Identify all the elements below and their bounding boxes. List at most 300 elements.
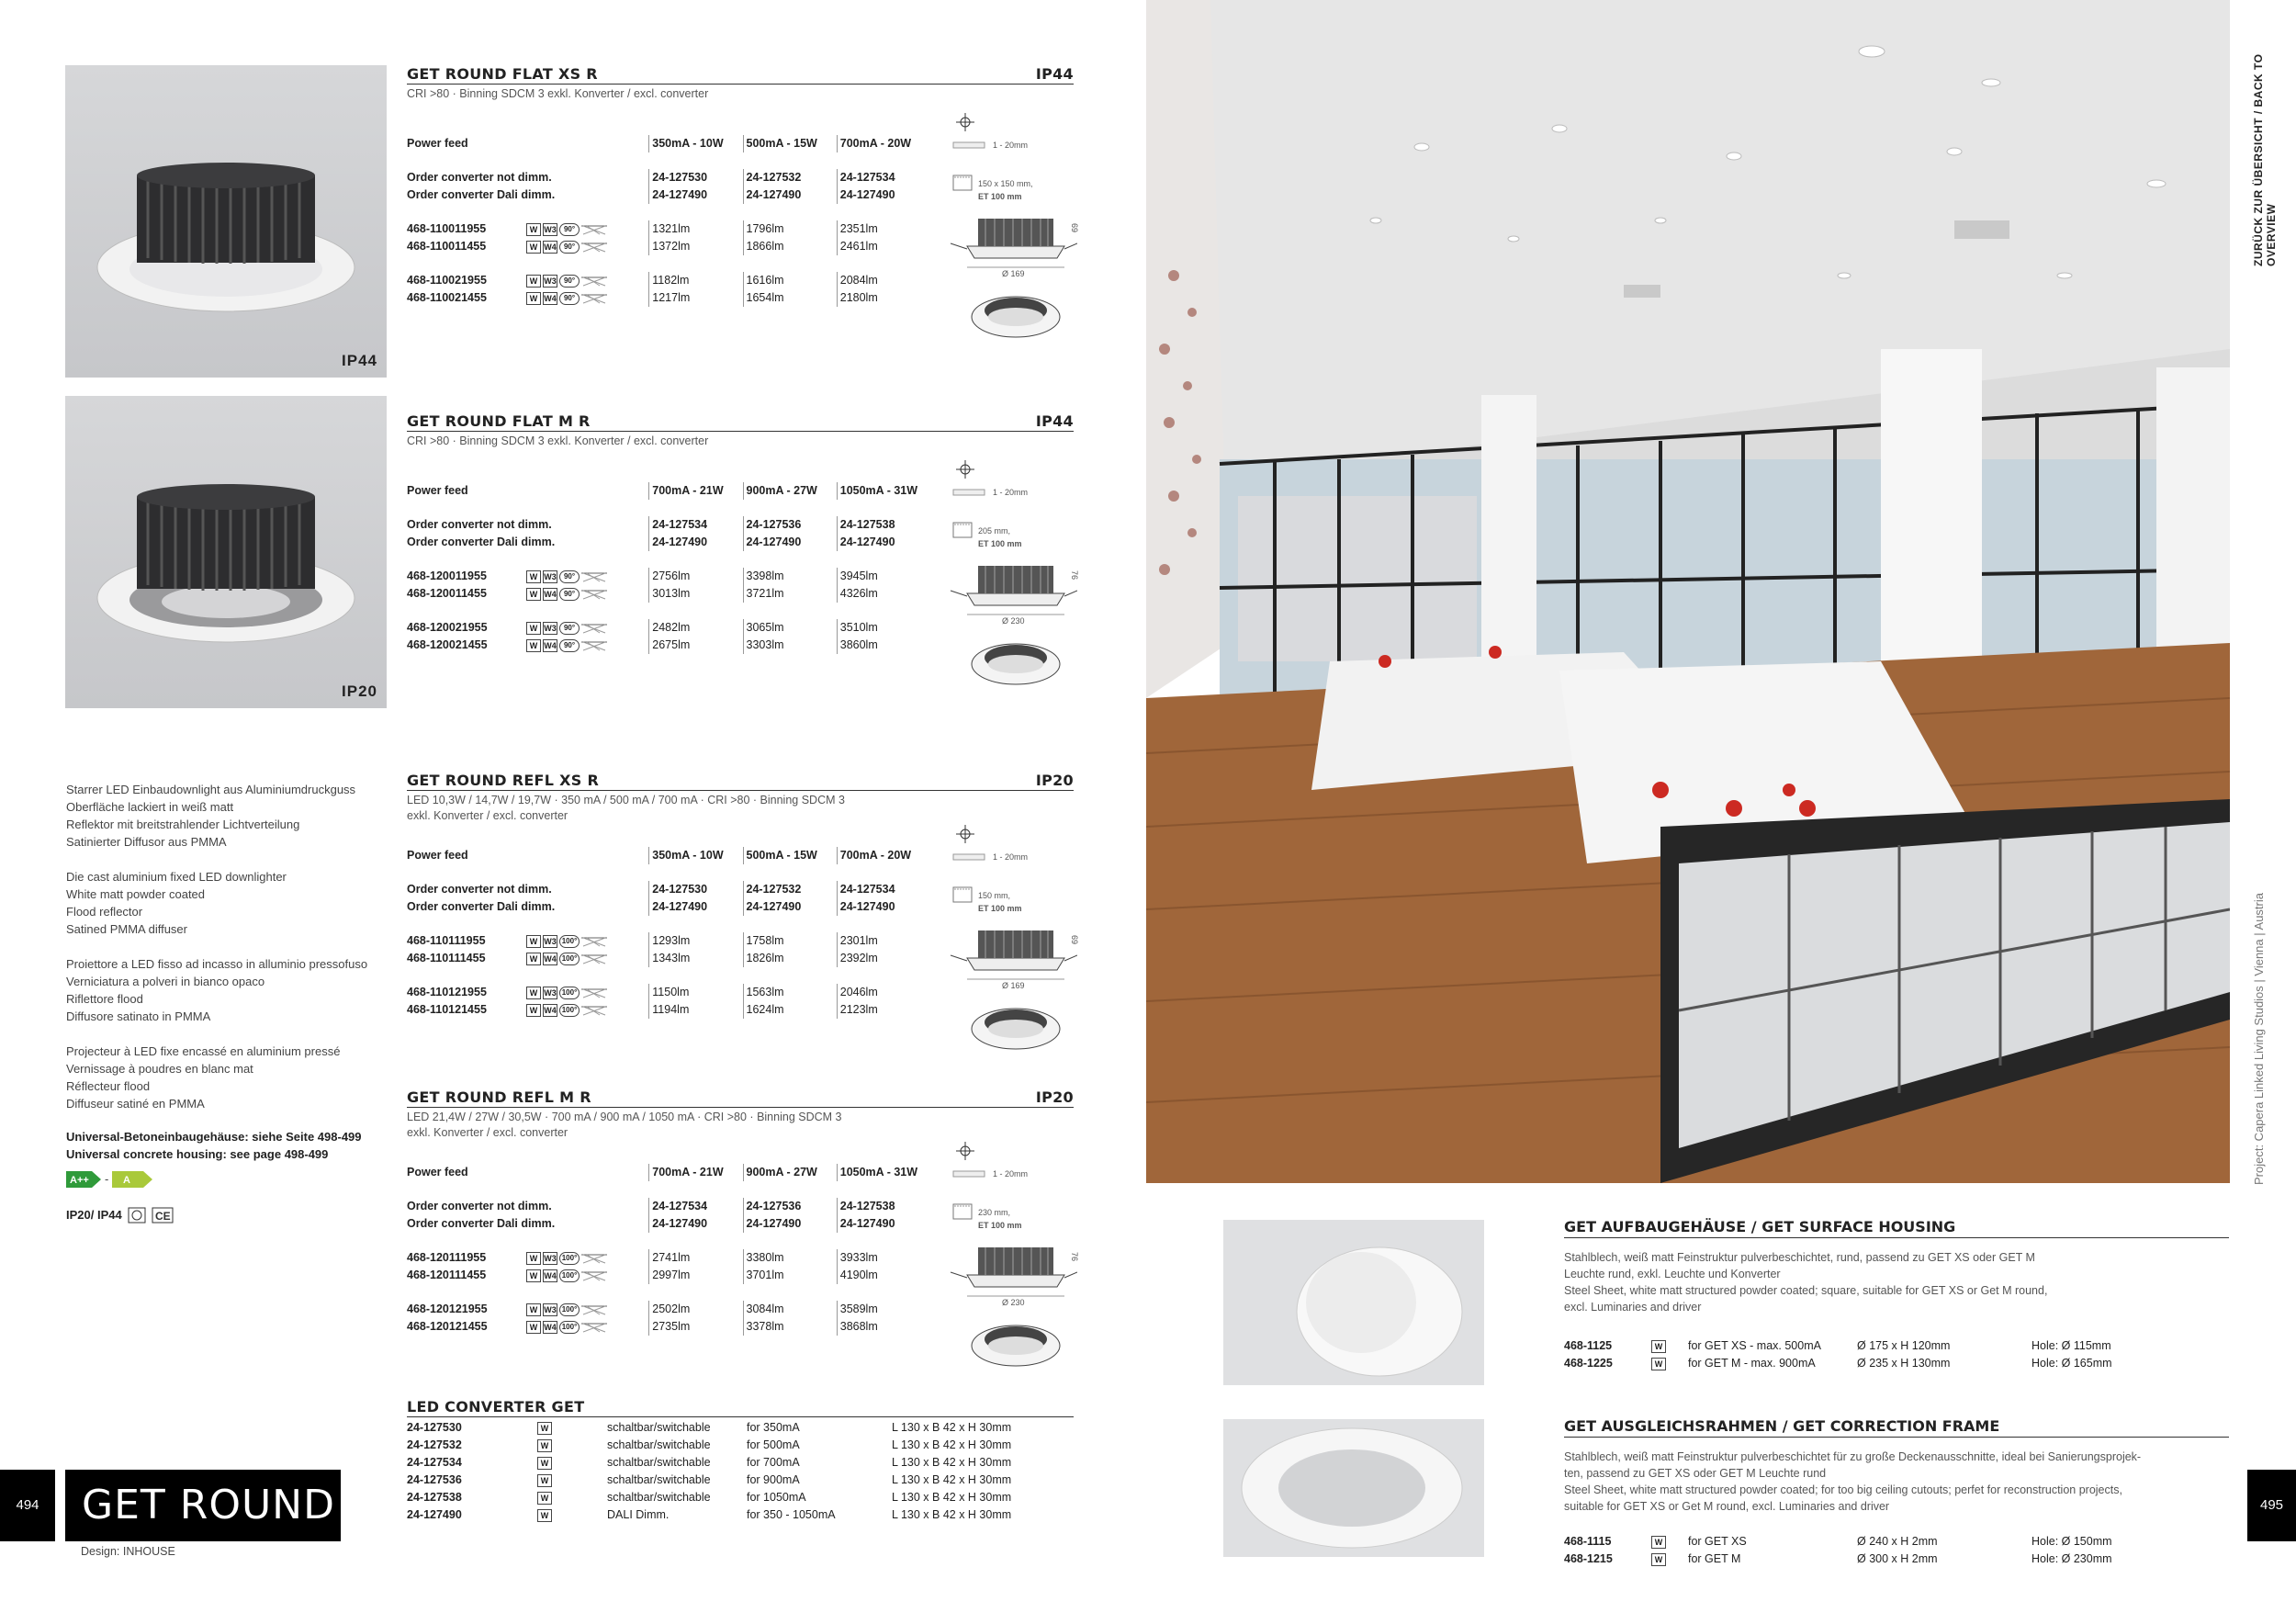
- luminaire-side-view: [951, 566, 1080, 605]
- white-finish-icon: W: [537, 1439, 552, 1452]
- energy-dash: -: [105, 1172, 109, 1186]
- white-finish-icon: W: [537, 1509, 552, 1522]
- article-cell: [407, 1267, 648, 1284]
- converter-row: [407, 1437, 1074, 1454]
- white-finish-icon: W: [526, 570, 541, 583]
- accessory-photo-surface-housing: [1223, 1220, 1484, 1385]
- article-row: [407, 637, 930, 654]
- lumen-value: 2997lm: [648, 1267, 742, 1284]
- beam-distribution-icon: [581, 1252, 607, 1265]
- white-finish-icon: W: [1651, 1553, 1666, 1566]
- converter-code[interactable]: 24-127534: [648, 516, 742, 534]
- article-symbols: [526, 639, 607, 652]
- lumen-value: 3013lm: [648, 585, 742, 603]
- beam-angle-badge: 100°: [559, 987, 580, 999]
- beam-angle-badge: 100°: [559, 953, 580, 965]
- accessory-description: [1564, 1449, 2229, 1515]
- article-row: [407, 289, 930, 307]
- white-finish-icon: W: [526, 1252, 541, 1265]
- spacer: [407, 1181, 930, 1198]
- lumen-value: 3933lm: [837, 1249, 930, 1267]
- dimension-drawing: [949, 113, 1080, 344]
- converter-code[interactable]: 24-127536: [407, 1473, 462, 1486]
- white-finish-icon: W: [526, 292, 541, 305]
- luminaire-bottom-view: [972, 297, 1060, 337]
- converter-code[interactable]: 24-127532: [743, 881, 837, 898]
- product-name: GET ROUND REFL M R: [407, 1088, 591, 1106]
- cutout-size: 150 mm,: [978, 891, 1011, 900]
- order-label: Order converter not dimm.: [407, 171, 552, 184]
- color-temp-badge: W3: [544, 987, 557, 998]
- accessory-dimensions: Ø 300 x H 2mm: [1857, 1552, 1938, 1565]
- beam-angle-badge: 100°: [559, 1321, 580, 1334]
- converter-code[interactable]: 24-127530: [648, 881, 742, 898]
- power-feed-label: Power feed: [407, 137, 468, 150]
- accessory-hole: Hole: Ø 115mm: [2032, 1339, 2111, 1352]
- white-finish-icon: W: [526, 275, 541, 288]
- product-ip: IP44: [1035, 412, 1074, 430]
- lumen-value: 1293lm: [648, 932, 742, 950]
- article-row: [407, 1318, 930, 1336]
- cutout-size: 205 mm,: [978, 526, 1011, 536]
- article-code[interactable]: 468-120011455: [407, 587, 487, 600]
- lumen-value: 1217lm: [648, 289, 742, 307]
- lumen-value: 3398lm: [743, 568, 837, 585]
- article-code[interactable]: 468-120111455: [407, 1269, 487, 1281]
- beam-distribution-icon: [581, 241, 607, 254]
- product-block-flat-xs: [407, 65, 1080, 304]
- article-symbols: [526, 241, 607, 254]
- accessory-code[interactable]: 468-1115: [1564, 1535, 1612, 1548]
- order-dali-row: [407, 898, 930, 916]
- lumen-value: 1826lm: [743, 950, 837, 967]
- converter-dimensions: L 130 x B 42 x H 30mm: [892, 1473, 1012, 1486]
- accessory-description: [1564, 1249, 2229, 1315]
- luminaire-bottom-view: [972, 1009, 1060, 1049]
- article-code[interactable]: 468-110011955: [407, 222, 487, 235]
- article-symbols: [526, 622, 607, 635]
- spacer: [407, 500, 930, 516]
- spacer: [407, 967, 930, 984]
- accessory-row: [1564, 1551, 2229, 1568]
- lumen-value: 2392lm: [837, 950, 930, 967]
- converter-code[interactable]: 24-127490: [648, 898, 742, 916]
- power-value: 350mA - 10W: [648, 135, 742, 152]
- lumen-value: 3701lm: [743, 1267, 837, 1284]
- beam-distribution-icon: [581, 223, 607, 236]
- article-code[interactable]: 468-110021455: [407, 291, 487, 304]
- lumen-value: 2482lm: [648, 619, 742, 637]
- converter-type: schaltbar/switchable: [607, 1473, 711, 1486]
- diameter: Ø 230: [1002, 616, 1025, 626]
- finish-cell: [535, 1419, 581, 1437]
- converter-dimensions: L 130 x B 42 x H 30mm: [892, 1421, 1012, 1434]
- converter-code[interactable]: 24-127490: [743, 1215, 837, 1233]
- product-subtitle: LED 10,3W / 14,7W / 19,7W · 350 mA / 500 mA / 700 mA · CRI >80 · Binning SDCM 3: [407, 794, 845, 806]
- order-dali-row: [407, 186, 930, 204]
- article-cell: [407, 1001, 648, 1019]
- ce-mark-icon: [152, 1207, 174, 1224]
- article-code[interactable]: 468-120121455: [407, 1320, 488, 1333]
- beam-distribution-icon: [581, 639, 607, 652]
- converter-type: schaltbar/switchable: [607, 1491, 711, 1504]
- product-subtitle: CRI >80 · Binning SDCM 3 exkl. Konverter / excl. converter: [407, 434, 709, 447]
- converter-code[interactable]: 24-127490: [743, 186, 837, 204]
- project-caption: Project: Capera Linked Living Studios | Vienna | Austria: [2252, 893, 2266, 1185]
- lumen-value: 1654lm: [743, 289, 837, 307]
- converter-current: for 700mA: [747, 1456, 800, 1469]
- article-symbols: [526, 275, 607, 288]
- desc-fr: Projecteur à LED fixe encassé en aluminium pressé Vernissage à poudres en blanc mat Réflecteur flood Diffuseur satiné en PMMA: [66, 1044, 341, 1111]
- accessory-code[interactable]: 468-1225: [1564, 1357, 1613, 1370]
- article-row: [407, 932, 930, 950]
- converter-code[interactable]: 24-127536: [743, 516, 837, 534]
- diameter: Ø 169: [1002, 981, 1025, 990]
- lumen-value: 2351lm: [837, 220, 930, 238]
- order-label: Order converter Dali dimm.: [407, 536, 556, 548]
- spec-table: [407, 482, 930, 654]
- white-finish-icon: W: [526, 1269, 541, 1282]
- diameter: Ø 169: [1002, 269, 1025, 278]
- color-temp-badge: W4: [544, 1322, 557, 1332]
- converter-row: [407, 1419, 1074, 1437]
- lumen-value: 1796lm: [743, 220, 837, 238]
- ip-tag: IP44: [342, 352, 377, 369]
- order-dali-row: [407, 1215, 930, 1233]
- lumen-value: 3868lm: [837, 1318, 930, 1336]
- beam-distribution-icon: [581, 622, 607, 635]
- article-symbols: [526, 292, 607, 305]
- spacer: [407, 152, 930, 169]
- ambient-temp-icon: [956, 1142, 974, 1160]
- product-title: [407, 772, 1074, 791]
- power-feed-label: Power feed: [407, 484, 468, 497]
- converter-current: for 1050mA: [747, 1491, 806, 1504]
- beam-distribution-icon: [581, 1004, 607, 1017]
- white-finish-icon: W: [537, 1492, 552, 1505]
- finish-cell: [535, 1454, 581, 1472]
- accessory-hole: Hole: Ø 230mm: [2032, 1552, 2112, 1565]
- article-cell: [407, 619, 648, 637]
- beam-angle-badge: 90°: [559, 570, 580, 583]
- gap-range: 1 - 20mm: [993, 852, 1029, 862]
- white-finish-icon: W: [1651, 1340, 1666, 1353]
- white-finish-icon: W: [537, 1457, 552, 1470]
- article-symbols: [526, 1004, 607, 1017]
- article-code[interactable]: 468-120021955: [407, 621, 488, 634]
- product-block-refl-xs: [407, 772, 1080, 1016]
- beam-distribution-icon: [581, 1321, 607, 1334]
- power-feed-label: Power feed: [407, 849, 468, 862]
- lumen-value: 1343lm: [648, 950, 742, 967]
- white-finish-icon: W: [1651, 1358, 1666, 1370]
- luminaire-bottom-view: [972, 1325, 1060, 1366]
- color-temp-badge: W3: [544, 936, 557, 946]
- product-ip: IP20: [1035, 1088, 1074, 1106]
- lumen-value: 1150lm: [648, 984, 742, 1001]
- converter-current: for 500mA: [747, 1438, 800, 1451]
- white-finish-icon: W: [1651, 1536, 1666, 1549]
- converter-code[interactable]: 24-127490: [648, 186, 742, 204]
- order-not-dimm-row: [407, 1198, 930, 1215]
- product-subtitle-2: exkl. Konverter / excl. converter: [407, 809, 568, 822]
- beam-angle-badge: 100°: [559, 1252, 580, 1265]
- product-photo-flat-xs: [65, 65, 387, 378]
- article-row: [407, 1267, 930, 1284]
- product-title: [407, 412, 1074, 432]
- article-code[interactable]: 468-120011955: [407, 570, 487, 582]
- article-cell: [407, 272, 648, 289]
- converter-type: schaltbar/switchable: [607, 1421, 711, 1434]
- concrete-housing-note[interactable]: Universal-Betoneinbaugehäuse: siehe Seite 498-499 Universal concrete housing: see page 498-499: [66, 1130, 362, 1161]
- spacer: [407, 603, 930, 619]
- lumen-value: 2084lm: [837, 272, 930, 289]
- beam-angle-badge: 100°: [559, 1303, 580, 1316]
- converter-code[interactable]: 24-127490: [837, 534, 930, 551]
- white-finish-icon: W: [526, 639, 541, 652]
- article-code[interactable]: 468-110121455: [407, 1003, 487, 1016]
- dimension-drawing: [949, 825, 1080, 1056]
- converter-current: for 350mA: [747, 1421, 800, 1434]
- energy-to: A: [123, 1174, 131, 1186]
- article-row: [407, 1301, 930, 1318]
- article-cell: [407, 585, 648, 603]
- article-cell: [407, 950, 648, 967]
- article-row: [407, 1001, 930, 1019]
- svg-text:CE: CE: [154, 1209, 171, 1223]
- article-code[interactable]: 468-110011455: [407, 240, 487, 253]
- article-code[interactable]: 468-120021455: [407, 638, 488, 651]
- accessory-fit: for GET M: [1688, 1552, 1741, 1565]
- article-code[interactable]: 468-110021955: [407, 274, 487, 287]
- product-subtitle: CRI >80 · Binning SDCM 3 exkl. Konverter / excl. converter: [407, 87, 709, 100]
- power-feed-row: [407, 1164, 930, 1181]
- luminaire-bottom-view: [972, 644, 1060, 684]
- downlight-illustration: [65, 396, 387, 708]
- back-to-overview-link[interactable]: ZURÜCK ZUR ÜBERSICHT / BACK TO OVERVIEW: [2252, 53, 2278, 266]
- finish-cell: [1651, 1533, 1688, 1551]
- page-number-right: 495: [2247, 1470, 2296, 1541]
- spacer: [407, 916, 930, 932]
- product-block-flat-m: [407, 412, 1080, 651]
- lumen-value: 2046lm: [837, 984, 930, 1001]
- color-temp-badge: W4: [544, 1270, 557, 1280]
- converter-code[interactable]: 24-127490: [837, 898, 930, 916]
- lumen-value: 1182lm: [648, 272, 742, 289]
- beam-angle-badge: 90°: [559, 292, 580, 305]
- accessory-code[interactable]: 468-1125: [1564, 1339, 1613, 1352]
- product-subtitle: LED 21,4W / 27W / 30,5W · 700 mA / 900 mA / 1050 mA · CRI >80 · Binning SDCM 3: [407, 1111, 842, 1123]
- product-name: GET ROUND REFL XS R: [407, 772, 600, 789]
- white-finish-icon: W: [537, 1474, 552, 1487]
- accessory-code[interactable]: 468-1215: [1564, 1552, 1613, 1565]
- product-title: [407, 65, 1074, 85]
- height: 76: [1070, 1251, 1080, 1262]
- converter-code[interactable]: 24-127538: [407, 1491, 462, 1504]
- color-temp-badge: W3: [544, 276, 557, 286]
- article-cell: [407, 984, 648, 1001]
- beam-distribution-icon: [581, 570, 607, 583]
- product-block-refl-m: [407, 1088, 1080, 1333]
- article-symbols: [526, 570, 607, 583]
- product-photo-flat-m: [65, 396, 387, 708]
- converter-code[interactable]: 24-127536: [743, 1198, 837, 1215]
- beam-distribution-icon: [581, 953, 607, 965]
- spacer: [407, 204, 930, 220]
- article-cell: [407, 1318, 648, 1336]
- product-subtitle-2: exkl. Konverter / excl. converter: [407, 1126, 568, 1139]
- converter-code[interactable]: 24-127532: [407, 1438, 462, 1451]
- lumen-value: 2756lm: [648, 568, 742, 585]
- article-row: [407, 585, 930, 603]
- power-value: 1050mA - 31W: [837, 482, 930, 500]
- converter-code[interactable]: 24-127534: [837, 881, 930, 898]
- converter-code[interactable]: 24-127490: [407, 1508, 462, 1521]
- energy-from: A++: [70, 1174, 89, 1186]
- luminaire-side-view: [951, 1247, 1080, 1287]
- converter-type: schaltbar/switchable: [607, 1438, 711, 1451]
- white-finish-icon: W: [526, 953, 541, 965]
- finish-cell: [1651, 1551, 1688, 1568]
- gap-range: 1 - 20mm: [993, 1169, 1029, 1179]
- led-converter-table: [407, 1398, 1074, 1524]
- page-number-left: 494: [0, 1470, 55, 1541]
- finish-cell: [1651, 1337, 1688, 1355]
- lumen-value: 1616lm: [743, 272, 837, 289]
- converter-code[interactable]: 24-127490: [648, 1215, 742, 1233]
- converter-code[interactable]: 24-127490: [837, 1215, 930, 1233]
- accessory-correction-frame: [1564, 1417, 2229, 1568]
- lumen-value: 3860lm: [837, 637, 930, 654]
- article-code[interactable]: 468-110121955: [407, 986, 487, 998]
- lumen-value: 3303lm: [743, 637, 837, 654]
- lumen-value: 3589lm: [837, 1301, 930, 1318]
- beam-angle-badge: 90°: [559, 223, 580, 236]
- finish-cell: [535, 1472, 581, 1489]
- gap-range: 1 - 20mm: [993, 141, 1029, 150]
- order-label: Order converter not dimm.: [407, 1200, 552, 1212]
- converter-code[interactable]: 24-127532: [743, 169, 837, 186]
- color-temp-badge: W3: [544, 224, 557, 234]
- beam-angle-badge: 100°: [559, 1269, 580, 1282]
- lumen-value: 2675lm: [648, 637, 742, 654]
- article-row: [407, 984, 930, 1001]
- order-not-dimm-row: [407, 516, 930, 534]
- converter-row: [407, 1472, 1074, 1489]
- converter-code[interactable]: 24-127490: [743, 534, 837, 551]
- finish-cell: [1651, 1355, 1688, 1372]
- article-code[interactable]: 468-110111955: [407, 934, 486, 947]
- color-temp-badge: W3: [544, 1304, 557, 1314]
- lumen-value: 2180lm: [837, 289, 930, 307]
- converter-code[interactable]: 24-127534: [648, 1198, 742, 1215]
- white-finish-icon: W: [526, 1303, 541, 1316]
- color-temp-badge: W4: [544, 242, 557, 252]
- converter-code[interactable]: 24-127530: [648, 169, 742, 186]
- color-temp-badge: W4: [544, 1005, 557, 1015]
- converter-code[interactable]: 24-127534: [407, 1456, 462, 1469]
- lumen-value: 3510lm: [837, 619, 930, 637]
- finish-cell: [535, 1506, 581, 1524]
- desc-de: Starrer LED Einbaudownlight aus Aluminiumdruckguss Oberfläche lackiert in weiß matt Reflektor mit breitstrahlender Lichtverteilung Satinierter Diffusor aus PMMA: [66, 783, 356, 849]
- article-cell: [407, 932, 648, 950]
- luminaire-side-view: [951, 219, 1080, 258]
- beam-angle-badge: 90°: [559, 588, 580, 601]
- converter-code[interactable]: 24-127490: [648, 534, 742, 551]
- product-name: GET ROUND FLAT M R: [407, 412, 591, 430]
- white-finish-icon: W: [526, 622, 541, 635]
- article-code[interactable]: 468-110111455: [407, 952, 486, 964]
- luminaire-side-view: [951, 930, 1080, 970]
- order-label: Order converter not dimm.: [407, 518, 552, 531]
- accessory-dimensions: Ø 240 x H 2mm: [1857, 1535, 1938, 1548]
- article-code[interactable]: 468-120121955: [407, 1303, 488, 1315]
- lumen-value: 3378lm: [743, 1318, 837, 1336]
- diameter: Ø 230: [1002, 1298, 1025, 1307]
- article-symbols: [526, 935, 607, 948]
- color-temp-badge: W4: [544, 953, 557, 964]
- converter-code[interactable]: 24-127534: [837, 169, 930, 186]
- height: 69: [1070, 222, 1080, 233]
- article-cell: [407, 220, 648, 238]
- article-row: [407, 1249, 930, 1267]
- white-finish-icon: W: [537, 1422, 552, 1435]
- spec-table: [407, 847, 930, 1019]
- beam-angle-badge: 90°: [559, 275, 580, 288]
- converter-row: [407, 1506, 1074, 1524]
- accessory-dimensions: Ø 175 x H 120mm: [1857, 1339, 1951, 1352]
- beam-distribution-icon: [581, 275, 607, 288]
- beam-angle-badge: 90°: [559, 241, 580, 254]
- gap-range: 1 - 20mm: [993, 488, 1029, 497]
- ambient-temp-icon: [956, 113, 974, 131]
- converter-code[interactable]: 24-127538: [837, 1198, 930, 1215]
- desc-en: Die cast aluminium fixed LED downlighter White matt powder coated Flood reflector Satined PMMA diffuser: [66, 870, 287, 936]
- spec-table: [407, 135, 930, 307]
- power-value: 1050mA - 31W: [837, 1164, 930, 1181]
- protection-class-icon: [128, 1207, 146, 1224]
- white-finish-icon: W: [526, 987, 541, 999]
- order-label: Order converter Dali dimm.: [407, 900, 556, 913]
- embed-depth: ET 100 mm: [978, 904, 1022, 913]
- finish-cell: [535, 1437, 581, 1454]
- height: 76: [1070, 570, 1080, 581]
- white-finish-icon: W: [526, 588, 541, 601]
- accessory-rows: [1564, 1533, 2229, 1568]
- ip-note: IP20/ IP44 CE: [66, 1206, 367, 1224]
- accessory-dimensions: Ø 235 x H 130mm: [1857, 1357, 1951, 1370]
- article-code[interactable]: 468-120111955: [407, 1251, 487, 1264]
- converter-code[interactable]: 24-127490: [837, 186, 930, 204]
- embed-depth: ET 100 mm: [978, 1221, 1022, 1230]
- lumen-value: 1758lm: [743, 932, 837, 950]
- lumen-value: 4190lm: [837, 1267, 930, 1284]
- energy-class-arrow-icon: [66, 1171, 101, 1188]
- lumen-value: 3065lm: [743, 619, 837, 637]
- converter-code[interactable]: 24-127530: [407, 1421, 462, 1434]
- article-row: [407, 568, 930, 585]
- converter-code[interactable]: 24-127538: [837, 516, 930, 534]
- color-temp-badge: W4: [544, 640, 557, 650]
- article-cell: [407, 568, 648, 585]
- converter-code[interactable]: 24-127490: [743, 898, 837, 916]
- lumen-value: 3380lm: [743, 1249, 837, 1267]
- accessory-rows: [1564, 1337, 2229, 1372]
- converter-current: for 350 - 1050mA: [747, 1508, 836, 1521]
- product-title: [407, 1088, 1074, 1108]
- design-credit: Design: INHOUSE: [81, 1545, 175, 1558]
- white-finish-icon: W: [526, 1004, 541, 1017]
